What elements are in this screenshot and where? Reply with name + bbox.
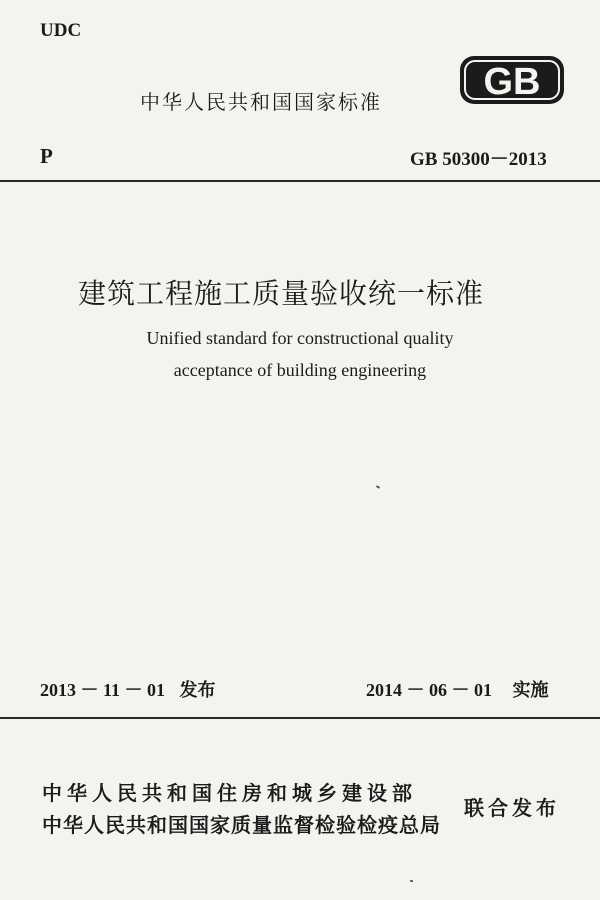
print-speck-bottom [410,880,413,882]
issue-label: 发布 [179,680,216,701]
joint-publish-label: 联合发布 [464,796,560,820]
publisher-aqsiq: 中华人民共和国国家质量监督检验检疫总局 [42,813,441,837]
print-speck [376,485,380,489]
gb-logo-mark [458,54,566,106]
title-english-line2: acceptance of building engineering [173,360,427,380]
title-chinese: 建筑工程施工质量验收统一标准 [78,277,485,310]
standard-number: GB 50300－2013 [410,149,547,170]
publisher-mohurd: 中华人民共和国住房和城乡建设部 [42,781,417,805]
gb-logo [458,54,566,110]
udc-label: UDC [40,20,82,41]
issue-date: 2013 － 11 － 01 [40,680,166,700]
national-standard-heading: 中华人民共和国国家标准 [140,90,382,114]
effective-date-block [366,676,549,702]
gb-logo-text: GB [483,61,541,103]
issue-date-block [40,676,216,702]
title-english-line1: Unified standard for constructional quality [146,328,454,348]
header-divider [0,180,600,182]
footer-divider [0,717,600,719]
category-code: P [40,144,53,168]
effective-label: 实施 [512,680,549,701]
effective-date: 2014 － 06 － 01 [366,680,492,700]
